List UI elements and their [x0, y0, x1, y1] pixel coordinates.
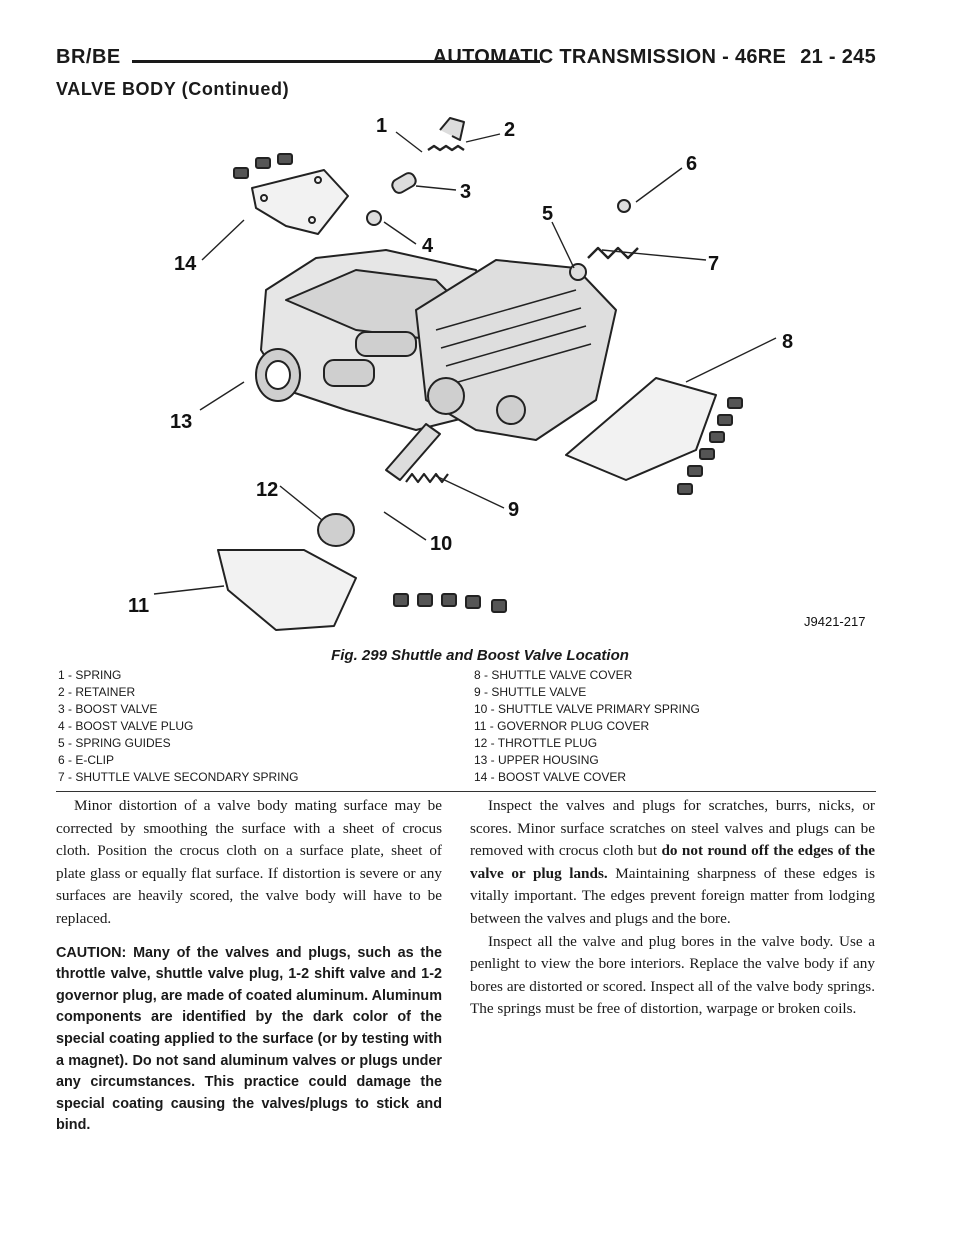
legend-item: 13 - UPPER HOUSING	[474, 753, 599, 767]
legend-row	[56, 668, 876, 685]
callout-12: 12	[256, 479, 279, 501]
callout-14: 14	[174, 253, 197, 275]
header-title	[433, 46, 876, 69]
legend-row	[56, 770, 876, 787]
legend-item: 6 - E-CLIP	[58, 753, 115, 767]
callout-11: 11	[128, 595, 150, 617]
legend-item: 14 - BOOST VALVE COVER	[474, 770, 627, 784]
legend-item: 2 - RETAINER	[58, 685, 136, 699]
legend-row	[56, 736, 876, 753]
legend-item: 10 - SHUTTLE VALVE PRIMARY SPRING	[474, 702, 700, 716]
paragraph-text: Inspect the valves and plugs for scratches, burrs, nicks, or scores. Minor surface scratches on steel valves and plugs can be removed with crocus cloth but	[470, 797, 875, 860]
callout-1: 1	[376, 115, 388, 137]
callout-2: 2	[504, 119, 516, 141]
header-chapter: AUTOMATIC TRANSMISSION - 46RE	[432, 46, 787, 68]
header-model: BR/BE	[56, 46, 121, 68]
callout-6: 6	[686, 153, 698, 175]
legend-row	[56, 719, 876, 736]
callout-8: 8	[782, 331, 794, 353]
legend-row	[56, 702, 876, 719]
page-number: 21 - 245	[800, 46, 876, 68]
figure-caption: Fig. 299 Shuttle and Boost Valve Location	[331, 647, 629, 664]
legend-item: 3 - BOOST VALVE	[58, 702, 158, 716]
valve-body-illustration	[56, 110, 876, 640]
figure-id: J9421-217	[804, 614, 866, 629]
paragraph-text: Maintaining sharpness of these edges is vitally important. The edges prevent foreign matter from lodging between the valves and plugs and the bore.	[470, 864, 875, 927]
section-title: VALVE BODY (Continued)	[56, 79, 290, 99]
exploded-view-figure	[56, 110, 876, 640]
caution-notice: CAUTION: Many of the valves and plugs, such as the throttle valve, shuttle valve plug, 1-2 shift valve and 1-2 governor plug, are made of coated aluminum. Aluminum components are identified by the dark color of the special coating applied to the surface (or by testing with a magnet). Do not sand aluminum valves or plugs under any circumstances. This practice could damage the special coating causing the valves/plugs to stick and bind.	[56, 944, 442, 1134]
legend-row	[56, 753, 876, 770]
legend-item: 11 - GOVERNOR PLUG COVER	[474, 719, 650, 733]
paragraph-bold-text: do not round off the edges of the valve or plug lands.	[470, 842, 876, 882]
callout-4: 4	[422, 235, 434, 257]
legend-item: 8 - SHUTTLE VALVE COVER	[474, 668, 633, 682]
paragraph-mating-surface: Minor distortion of a valve body mating surface may be corrected by smoothing the surface with a sheet of crocus cloth. Position the crocus cloth on a surface plate, sheet of plate glass or equally flat surface. If distortion is severe or any surfaces are heavily scored, the valve body will have to be replaced.	[56, 797, 442, 927]
callout-3: 3	[460, 181, 472, 203]
legend-item: 4 - BOOST VALVE PLUG	[58, 719, 194, 733]
paragraph-inspect-bores: Inspect all the valve and plug bores in the valve body. Use a penlight to view the bore interiors. Replace the valve body if any bores are distorted or scored. Inspect all of the valve body springs. The springs must be free of distortion, warpage or broken coils.	[470, 932, 875, 1018]
page-header	[56, 46, 876, 76]
legend-item: 9 - SHUTTLE VALVE	[474, 685, 587, 699]
callout-5: 5	[542, 203, 554, 225]
legend-item: 12 - THROTTLE PLUG	[474, 736, 598, 750]
legend-item: 5 - SPRING GUIDES	[58, 736, 171, 750]
legend-divider	[56, 791, 876, 792]
legend-item: 1 - SPRING	[58, 668, 122, 682]
text-column-right	[470, 795, 875, 1021]
callout-10: 10	[430, 533, 453, 555]
text-column-left	[56, 795, 442, 1137]
legend-row	[56, 685, 876, 702]
callout-7: 7	[708, 253, 720, 275]
paragraph-inspect-valves	[470, 795, 875, 931]
callout-9: 9	[508, 499, 520, 521]
figure-legend	[56, 668, 876, 787]
callout-13: 13	[170, 411, 193, 433]
legend-item: 7 - SHUTTLE VALVE SECONDARY SPRING	[58, 770, 299, 784]
